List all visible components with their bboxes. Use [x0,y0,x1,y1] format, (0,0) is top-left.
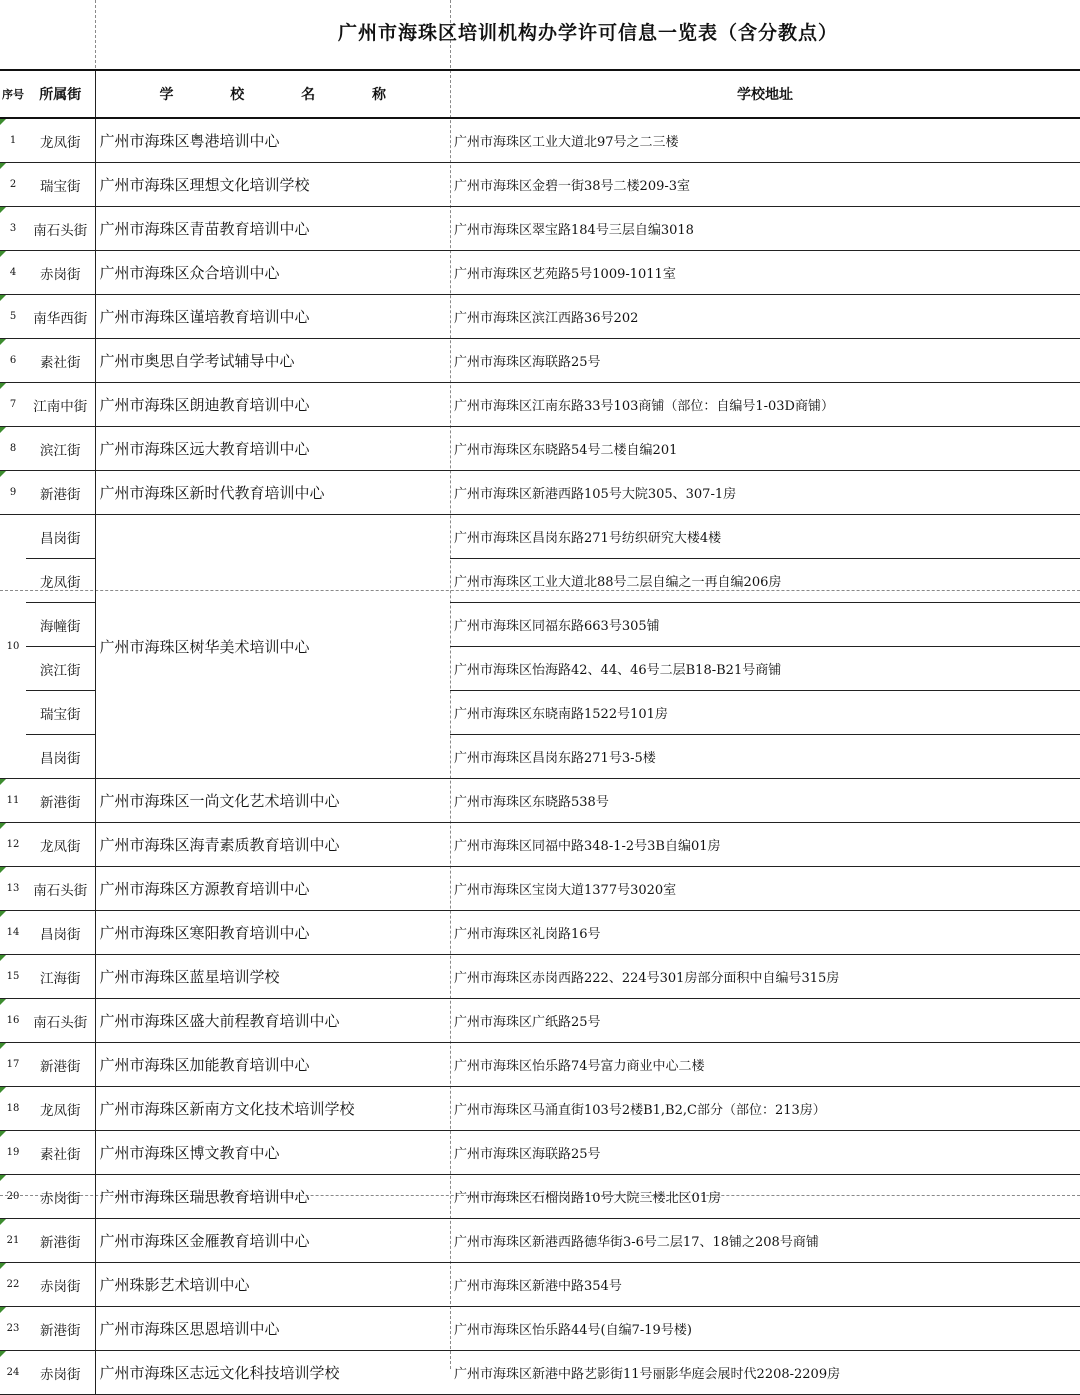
row-street: 南华西街 [26,295,95,339]
row-number: 2 [0,163,26,207]
table-row [0,339,1080,383]
row-number: 16 [0,999,26,1043]
table-row [0,1131,1080,1175]
header-no: 序号 [0,70,26,118]
header-address: 学校地址 [450,70,1080,118]
table-body [0,118,1080,1395]
row-number: 12 [0,823,26,867]
row-street: 滨江街 [26,647,95,691]
row-address: 广州市海珠区昌岗东路271号纺织研究大楼4楼 [450,515,1080,559]
row-school-name: 广州市海珠区树华美术培训中心 [95,515,450,779]
row-street: 新港街 [26,471,95,515]
row-number: 10 [0,515,26,779]
row-address: 广州市海珠区宝岗大道1377号3020室 [450,867,1080,911]
row-school-name: 广州市海珠区盛大前程教育培训中心 [95,999,450,1043]
table-row [0,251,1080,295]
table-row [0,1263,1080,1307]
row-street: 素社街 [26,1131,95,1175]
row-school-name: 广州市海珠区理想文化培训学校 [95,163,450,207]
row-address: 广州市海珠区赤岗西路222、224号301房部分面积中自编号315房 [450,955,1080,999]
row-school-name: 广州市海珠区瑞思教育培训中心 [95,1175,450,1219]
row-street: 龙凤街 [26,559,95,603]
row-address: 广州市海珠区怡海路42、44、46号二层B18-B21号商铺 [450,647,1080,691]
row-street: 龙凤街 [26,823,95,867]
table-row [0,1043,1080,1087]
row-address: 广州市海珠区艺苑路5号1009-1011室 [450,251,1080,295]
row-number: 4 [0,251,26,295]
row-school-name: 广州市海珠区谨培教育培训中心 [95,295,450,339]
row-address: 广州市海珠区工业大道北97号之二三楼 [450,118,1080,163]
table-row [0,911,1080,955]
row-address: 广州市海珠区怡乐路44号(自编7-19号楼) [450,1307,1080,1351]
row-number: 23 [0,1307,26,1351]
row-school-name: 广州市海珠区寒阳教育培训中心 [95,911,450,955]
row-school-name: 广州市海珠区思恩培训中心 [95,1307,450,1351]
row-address: 广州市海珠区昌岗东路271号3-5楼 [450,735,1080,779]
row-street: 素社街 [26,339,95,383]
row-address: 广州市海珠区新港中路艺影街11号丽影华庭会展时代2208-2209房 [450,1351,1080,1395]
row-street: 龙凤街 [26,1087,95,1131]
row-street: 南石头街 [26,867,95,911]
row-school-name: 广州市海珠区新时代教育培训中心 [95,471,450,515]
row-address: 广州市海珠区东晓路538号 [450,779,1080,823]
row-school-name: 广州市海珠区新南方文化技术培训学校 [95,1087,450,1131]
row-address: 广州市海珠区东晓路54号二楼自编201 [450,427,1080,471]
table-row [0,999,1080,1043]
row-school-name: 广州市海珠区方源教育培训中心 [95,867,450,911]
row-street: 赤岗街 [26,1351,95,1395]
row-address: 广州市海珠区江南东路33号103商铺（部位：自编号1-03D商铺） [450,383,1080,427]
row-number: 15 [0,955,26,999]
row-number: 7 [0,383,26,427]
row-address: 广州市海珠区金碧一街38号二楼209-3室 [450,163,1080,207]
row-number: 24 [0,1351,26,1395]
row-school-name: 广州市海珠区朗迪教育培训中心 [95,383,450,427]
row-street: 赤岗街 [26,251,95,295]
row-school-name: 广州市海珠区金雁教育培训中心 [95,1219,450,1263]
row-address: 广州市海珠区新港西路德华街3-6号二层17、18铺之208号商铺 [450,1219,1080,1263]
row-number: 22 [0,1263,26,1307]
row-school-name: 广州市海珠区蓝星培训学校 [95,955,450,999]
row-school-name: 广州市海珠区众合培训中心 [95,251,450,295]
row-number: 14 [0,911,26,955]
row-school-name: 广州市海珠区加能教育培训中心 [95,1043,450,1087]
table-row [0,1175,1080,1219]
table-row [0,118,1080,163]
row-street: 新港街 [26,1307,95,1351]
row-address: 广州市海珠区怡乐路74号富力商业中心二楼 [450,1043,1080,1087]
row-school-name: 广州市海珠区粤港培训中心 [95,118,450,163]
row-street: 新港街 [26,1043,95,1087]
table-row [0,207,1080,251]
row-number: 5 [0,295,26,339]
table-row [0,779,1080,823]
row-street: 江南中街 [26,383,95,427]
row-number: 8 [0,427,26,471]
row-number: 3 [0,207,26,251]
row-number: 21 [0,1219,26,1263]
row-street: 新港街 [26,1219,95,1263]
row-street: 昌岗街 [26,735,95,779]
row-address: 广州市海珠区礼岗路16号 [450,911,1080,955]
table-row [0,1087,1080,1131]
row-address: 广州市海珠区同福中路348-1-2号3B自编01房 [450,823,1080,867]
row-street: 海幢街 [26,603,95,647]
row-address: 广州市海珠区翠宝路184号三层自编3018 [450,207,1080,251]
row-address: 广州市海珠区同福东路663号305铺 [450,603,1080,647]
table-row [0,383,1080,427]
header-row [0,70,1080,118]
row-street: 赤岗街 [26,1263,95,1307]
table-row [0,1351,1080,1395]
row-number: 9 [0,471,26,515]
row-school-name: 广州市海珠区远大教育培训中心 [95,427,450,471]
row-number: 18 [0,1087,26,1131]
table-row [0,867,1080,911]
row-school-name: 广州市海珠区青苗教育培训中心 [95,207,450,251]
table-row [0,823,1080,867]
table-row [0,295,1080,339]
row-number: 17 [0,1043,26,1087]
row-address: 广州市海珠区滨江西路36号202 [450,295,1080,339]
row-number: 20 [0,1175,26,1219]
row-number: 19 [0,1131,26,1175]
row-street: 昌岗街 [26,515,95,559]
row-address: 广州市海珠区新港西路105号大院305、307-1房 [450,471,1080,515]
row-number: 6 [0,339,26,383]
row-street: 南石头街 [26,999,95,1043]
row-school-name: 广州市海珠区博文教育中心 [95,1131,450,1175]
row-address: 广州市海珠区马涌直街103号2楼B1,B2,C部分（部位：213房） [450,1087,1080,1131]
row-address: 广州市海珠区工业大道北88号二层自编之一再自编206房 [450,559,1080,603]
row-school-name: 广州市海珠区一尚文化艺术培训中心 [95,779,450,823]
header-name: 学 校 名 称 [95,70,450,118]
row-address: 广州市海珠区石榴岗路10号大院三楼北区01房 [450,1175,1080,1219]
row-number: 13 [0,867,26,911]
table-row [0,1219,1080,1263]
header-street: 所属街 [26,70,95,118]
row-school-name: 广州市海珠区志远文化科技培训学校 [95,1351,450,1395]
row-street: 瑞宝街 [26,163,95,207]
row-address: 广州市海珠区海联路25号 [450,1131,1080,1175]
row-street: 南石头街 [26,207,95,251]
row-address: 广州市海珠区东晓南路1522号101房 [450,691,1080,735]
row-address: 广州市海珠区新港中路354号 [450,1263,1080,1307]
row-school-name: 广州市海珠区海青素质教育培训中心 [95,823,450,867]
table-row [0,427,1080,471]
page-title: 广州市海珠区培训机构办学许可信息一览表（含分教点） [337,22,838,44]
row-street: 新港街 [26,779,95,823]
row-number: 1 [0,118,26,163]
row-street: 龙凤街 [26,118,95,163]
table-row [0,1307,1080,1351]
row-street: 滨江街 [26,427,95,471]
row-street: 赤岗街 [26,1175,95,1219]
table-row [0,955,1080,999]
row-street: 瑞宝街 [26,691,95,735]
table-row [0,163,1080,207]
row-number: 11 [0,779,26,823]
row-address: 广州市海珠区广纸路25号 [450,999,1080,1043]
row-school-name: 广州珠影艺术培训中心 [95,1263,450,1307]
row-address: 广州市海珠区海联路25号 [450,339,1080,383]
row-school-name: 广州市奥思自学考试辅导中心 [95,339,450,383]
table-row [0,515,1080,559]
row-street: 江海街 [26,955,95,999]
table-row [0,471,1080,515]
school-table [0,69,1080,1395]
row-street: 昌岗街 [26,911,95,955]
